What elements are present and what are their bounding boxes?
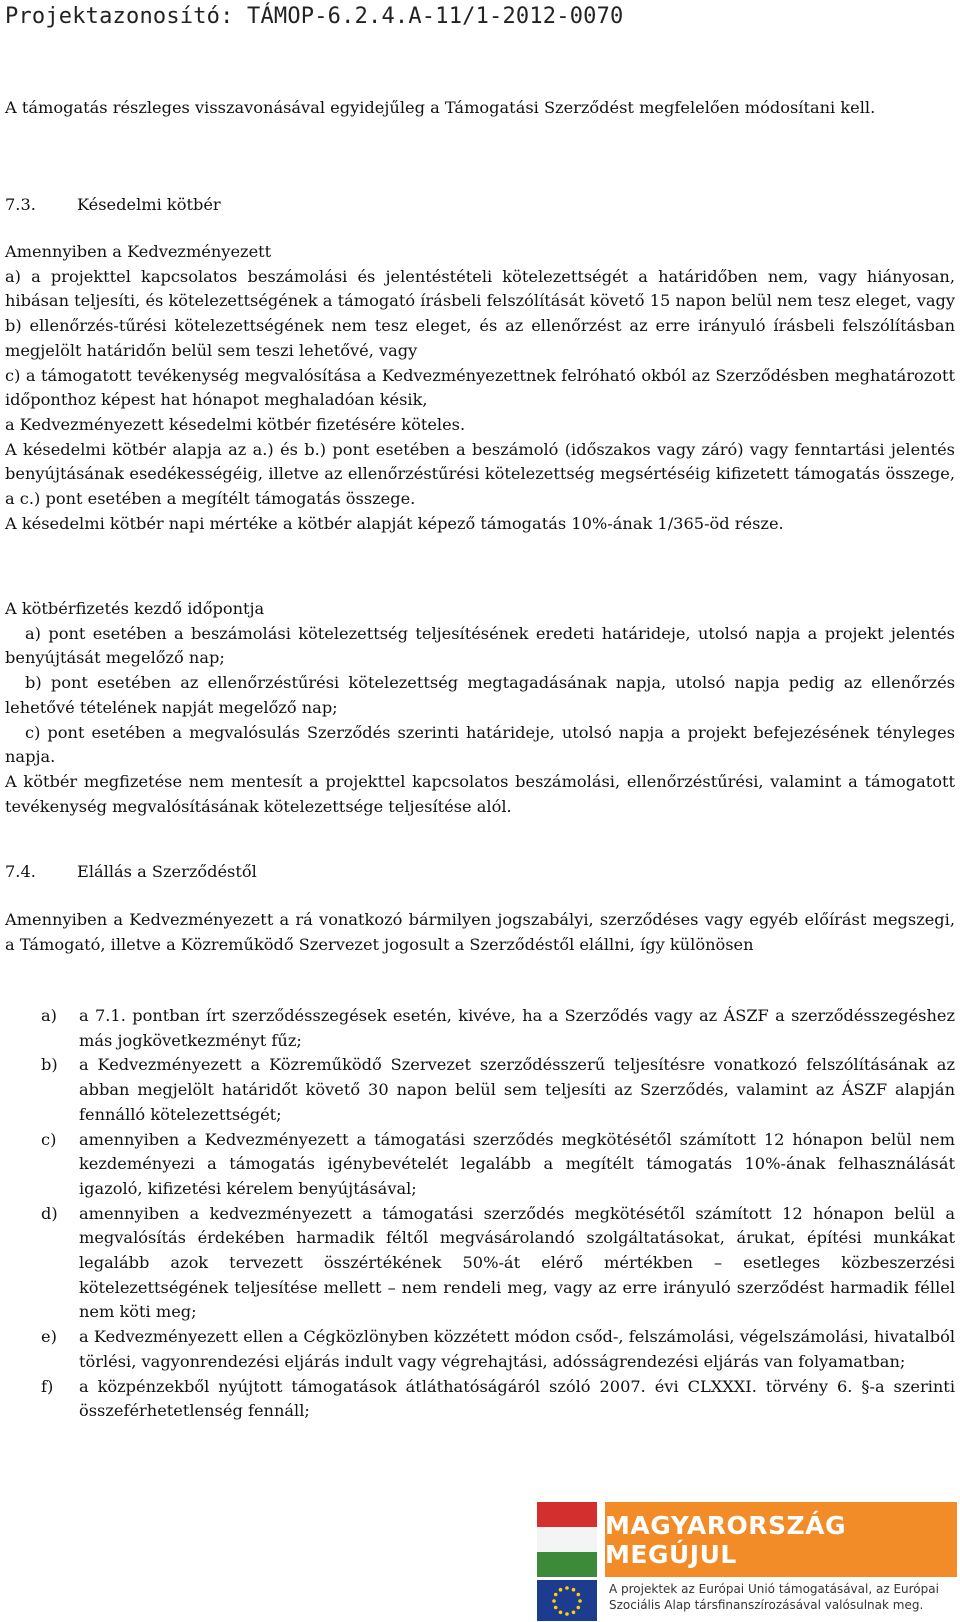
section-7-4-intro (5, 908, 955, 957)
paragraph: A késedelmi kötbér napi mértéke a kötbér alapját képező támogatás 10%-ának 1/365-öd része. (5, 513, 784, 533)
penalty-start-item: c) pont esetében a megvalósulás Szerződés szerinti határideje, utolsó napja a projekt befejezésének tényleges napja. (5, 722, 955, 767)
list-marker: d) (41, 1203, 58, 1223)
paragraph: A késedelmi kötbér alapja az a.) és b.) pont esetében a beszámoló (időszakos vagy záró) vagy fenntartási jelentés benyújtásának esedékességéig, illetve az ellenőrzéstűrési kötelezettség megsértéséig kifizetett támogatás összege, a c.) pont esetében a megítélt támogatás összege. (5, 439, 955, 509)
list-marker: a) (41, 1006, 57, 1025)
section-title: Késedelmi kötbér (77, 195, 221, 214)
logo-banner: MAGYARORSZÁG MEGÚJUL (605, 1502, 957, 1577)
hungarian-flag-red-stripe (537, 1502, 597, 1527)
list-marker: c) (41, 1129, 57, 1149)
eu-funding-notice: A projektek az Európai Unió támogatásával, az Európai Szociális Alap társfinanszírozásával valósulnak meg. (609, 1582, 939, 1612)
termination-list (5, 1004, 955, 1424)
section-heading-7-4 (5, 860, 257, 884)
list-item-text: a Kedvezményezett a Közreműködő Szervezet szerződésszerű teljesítésre vonatkozó felszólításának az abban megjelölt határidőt követő 30 napon belül sem teljesíti az Szerződés, valamint az ÁSZF alapján fennálló kötelezettségét; (79, 1055, 955, 1124)
eu-flag-icon (537, 1580, 597, 1621)
paragraph: Amennyiben a Kedvezményezett a rá vonatkozó bármilyen jogszabályi, szerződéses vagy egyéb előírást megszegi, a Támogató, illetve a Közreműködő Szervezet jogosult a Szerződéstől elállni, így különösen (5, 910, 955, 954)
intro-text: A támogatás részleges visszavonásával egyidejűleg a Támogatási Szerződést megfelelően módosítani kell. (5, 98, 876, 117)
penalty-start-item: a) pont esetében a beszámolási kötelezettség teljesítésének eredeti határideje, utolsó napja a projekt jelentés benyújtását megelőző nap; (5, 623, 955, 668)
list-marker: e) (41, 1327, 57, 1347)
section-7-3-body (5, 240, 955, 536)
list-item-text: a közpénzekből nyújtott támogatások átláthatóságáról szóló 2007. évi CLXXXI. törvény 6. §-a szerinti összeférhetetlenség fennáll; (79, 1376, 955, 1421)
list-item (5, 1375, 955, 1424)
list-item-text: amennyiben a Kedvezményezett a támogatási szerződés megkötésétől számított 12 hónapon belül nem kezdeményezi a támogatás igénybevételét legalább a megítélt támogatás 10%-ának felhasználását igazoló, kifizetési kérelem benyújtásával; (79, 1129, 955, 1198)
list-item (5, 1202, 955, 1326)
list-item-text: a 7.1. pontban írt szerződésszegések esetén, kivéve, ha a Szerződés vagy az ÁSZF a szerződésszegéshez más jogkövetkezményt fűz; (79, 1006, 955, 1050)
hungarian-flag-white-stripe (537, 1527, 597, 1552)
intro-paragraph (5, 96, 955, 121)
hungarian-flag-green-stripe (537, 1552, 597, 1577)
project-id-header: Projektazonosító: TÁMOP-6.2.4.A-11/1-2012-0070 (5, 4, 624, 29)
paragraph: Amennyiben a Kedvezményezett (5, 242, 272, 261)
list-marker: b) (41, 1055, 58, 1075)
penalty-start-block (5, 597, 955, 819)
list-item (5, 1128, 955, 1202)
list-item-text: a Kedvezményezett ellen a Cégközlönyben közzétett módon csőd-, felszámolási, végelszámolási, hivatalból törlési, vagyonrendezési eljárás indult vagy végrehajtási, adósságrendezési eljárás van folyamatban; (79, 1327, 955, 1371)
penalty-closing: A kötbér megfizetése nem mentesít a projekttel kapcsolatos beszámolási, ellenőrzéstűrési, valamint a támogatott tevékenység megvalósításának kötelezettsége teljesítése alól. (5, 771, 955, 816)
magyarorszag-megujul-logo (537, 1502, 957, 1621)
section-heading-7-3 (5, 193, 221, 217)
paragraph: c) a támogatott tevékenység megvalósítása a Kedvezményezettnek felróható okból az Szerződésben meghatározott időponthoz képest hat hónapot meghaladóan késik, (5, 365, 955, 410)
list-item (5, 1053, 955, 1127)
paragraph: a Kedvezményezett késedelmi kötbér fizetésére köteles. (5, 414, 466, 434)
paragraph: a) a projekttel kapcsolatos beszámolási és jelentéstételi kötelezettségét a határidőben nem, vagy hiányosan, hibásan teljesíti, és kötelezettségének a támogató írásbeli felszólítását követő 15 napon belül nem tesz eleget, vagy (5, 266, 956, 311)
list-marker: f) (41, 1376, 54, 1396)
section-title: Elállás a Szerződéstől (77, 862, 257, 881)
section-number: 7.4. (5, 862, 36, 881)
list-item-text: amennyiben a kedvezményezett a támogatási szerződés megkötésétől számított 12 hónapon belül a megvalósítás érdekében harmadik féltől megvásárolandó szolgáltatásokat, árukat, építési munkákat legalább azok tervezett összértékének 50%-át elérő mértékben – esetleges közbeszerzési kötelezettségének teljesítése mellett – nem rendeli meg, vagy az erre irányuló szerződést harmadik féllel nem köti meg; (79, 1203, 955, 1322)
paragraph: b) ellenőrzés-tűrési kötelezettségének nem tesz eleget, és az ellenőrzést az erre irányuló írásbeli felszólításban megjelölt határidőn belül sem teszi lehetővé, vagy (5, 316, 955, 360)
list-item (5, 1004, 955, 1053)
penalty-start-title: A kötbérfizetés kezdő időpontja (5, 599, 265, 618)
section-number: 7.3. (5, 195, 36, 214)
list-item (5, 1325, 955, 1374)
penalty-start-item: b) pont esetében az ellenőrzéstűrési kötelezettség megtagadásának napja, utolsó napja pedig az ellenőrzés lehetővé tételének napját megelőző nap; (5, 673, 955, 717)
